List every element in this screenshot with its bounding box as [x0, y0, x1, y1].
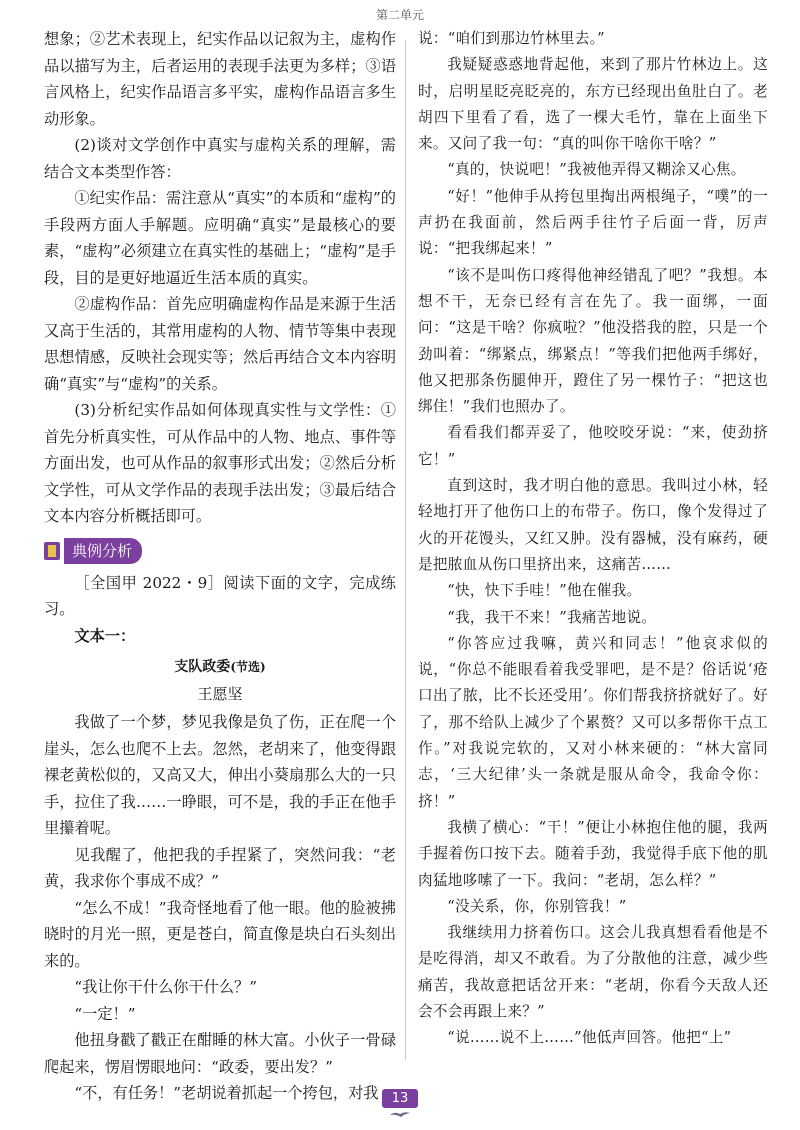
paragraph: “没关系，你，你别管我！”: [447, 897, 627, 915]
paragraph: “怎么不成！”我奇怪地看了他一眼。他的脸被拂晓时的月光一照，更是苍白，简直像是块白石头刻出来的。: [44, 898, 396, 970]
paragraph: 见我醒了，他把我的手捏紧了，突然问我：“老黄，我求你个事成不成？”: [44, 845, 396, 890]
paragraph: “好！”他伸手从挎包里掏出两根绳子，“噗”的一声扔在我面前，然后两手往竹子后面一背，厉声说：“把我绑起来！”: [418, 187, 768, 258]
story-title: [44, 655, 396, 679]
bird-icon: [389, 1110, 411, 1118]
paragraph: 看看我们都弄妥了，他咬咬牙说：“来，使劲挤它！”: [418, 424, 768, 468]
paragraph: “不，有任务！”老胡说着抓起一个挎包，对我: [74, 1084, 379, 1102]
section-label: 典例分析: [64, 538, 142, 564]
paragraph: ②虚构作品：首先应明确虚构作品是来源于生活又高于生活的，其常用虚构的人物、情节等集中表现思想情感，反映社会现实等；然后再结合文本内容明确“真实”与“虚构”的关系。: [44, 295, 396, 393]
column-divider: [405, 40, 406, 1060]
book-icon: [44, 542, 60, 560]
paragraph: 我继续用力挤着伤口。这会儿我真想看看他是不是吃得消，却又不敢看。为了分散他的注意，减少些痛苦，我故意把话岔开来：“老胡，你看今天敌人还会不会再跟上来？”: [418, 924, 768, 1020]
paragraph: 他扭身戳了戳正在酣睡的林大富。小伙子一骨碌爬起来，愣眉愣眼地问：“政委，要出发？”: [44, 1031, 396, 1076]
story-title-sub: (节选): [230, 660, 266, 674]
story-title-main: 支队政委: [174, 659, 231, 675]
text-label: 文本一：: [74, 626, 136, 645]
paragraph: 我疑疑惑惑地背起他，来到了那片竹林边上。这时，启明星眨亮眨亮的，东方已经现出鱼肚白了。老胡四下里看了看，选了一棵大毛竹，靠在上面坐下来。又问了我一句：“真的叫你干啥你干啥？”: [418, 56, 768, 153]
running-header: 第二单元: [375, 8, 424, 22]
paragraph: ①纪实作品：需注意从“真实”的本质和“虚构”的手段两方面人手解题。应明确“真实”是最核心的要素，“虚构”必须建立在真实性的基础上；“虚构”是手段，目的是更好地逼近生活本质的真实。: [44, 189, 396, 287]
right-column: [418, 26, 768, 1078]
page-number: 13: [382, 1089, 419, 1108]
paragraph: “快，快下手哇！”他在催我。: [447, 582, 642, 600]
section-heading: [44, 538, 396, 564]
paragraph: (3)分析纪实作品如何体现真实性与文学性：①首先分析真实性，可从作品中的人物、地点、事件等方面出发，也可从作品的叙事形式出发；②然后分析文学性，可从文学作品的表现手法出发；③最后结合文本内容分析概括即可。: [44, 401, 396, 525]
paragraph: “一定！”: [74, 1004, 136, 1023]
paragraph: “该不是叫伤口疼得他神经错乱了吧？”我想。本想不干，无奈已经有言在先了。我一面绑，一面问：“这是干啥？你疯啦？”他没搭我的腔，只是一个劲叫着：“绑紧点，绑紧点！”等我们把他两手绑好，他又把那条伤腿伸开，蹬住了另一棵竹子：“把这也绑住！”我们也照办了。: [418, 266, 768, 416]
paragraph: 直到这时，我才明白他的意思。我叫过小林，轻轻地打开了他伤口上的布带子。伤口，像个发得过了火的开花馒头，又红又肿。没有器械，没有麻药，硬是把脓血从伤口里挤出来，这痛苦……: [418, 477, 768, 573]
paragraph: “说……说不上……”他低声回答。他把“上”: [447, 1029, 732, 1047]
paragraph: “真的，快说吧！”我被他弄得又糊涂又心焦。: [447, 161, 746, 179]
paragraph: 说：“咱们到那边竹林里去。”: [418, 30, 605, 47]
paragraph: 想象；②艺术表现上，纪实作品以记叙为主，虚构作品以描写为主，后者运用的表现手法更为多样；③语言风格上，纪实作品语言多平实，虚构作品语言多生动形象。: [44, 30, 396, 128]
exercise-source: ［全国甲 2022・9］阅读下面的文字，完成练习。: [44, 573, 396, 618]
page-footer: [0, 1087, 800, 1118]
paragraph: 我横了横心：“干！”便让小林抱住他的腿，我两手握着伤口按下去。随着手劲，我觉得手底下他的肌肉猛地哆嗦了一下。我问：“老胡，怎么样？”: [418, 818, 768, 889]
paragraph: 我做了一个梦，梦见我像是负了伤，正在爬一个崖头，怎么也爬不上去。忽然，老胡来了，他变得跟裸老黄松似的，又高又大，伸出小葵扇那么大的一只手，拉住了我……一睁眼，可不是，我的手正在他手里攥着呢。: [44, 713, 396, 837]
paragraph: “你答应过我嘛，黄兴和同志！”他哀求似的说，“你总不能眼看着我受罪吧，是不是？俗话说‘疮口出了脓，比不长还受用’。你们帮我挤挤就好了。好了，那不给队上减少了个累赘？又可以多帮你干点工作。”对我说完软的，又对小林来硬的：“林大富同志，‘三大纪律’头一条就是服从命令，我命令你：挤！”: [418, 634, 768, 810]
paragraph: “我，我干不来！”我痛苦地说。: [447, 608, 657, 626]
left-column: [44, 26, 396, 1102]
paragraph: “我让你干什么你干什么？”: [74, 978, 257, 996]
paragraph: (2)谈对文学创作中真实与虚构关系的理解，需结合文本类型作答：: [44, 136, 396, 181]
story-author: 王愿坚: [197, 685, 243, 703]
